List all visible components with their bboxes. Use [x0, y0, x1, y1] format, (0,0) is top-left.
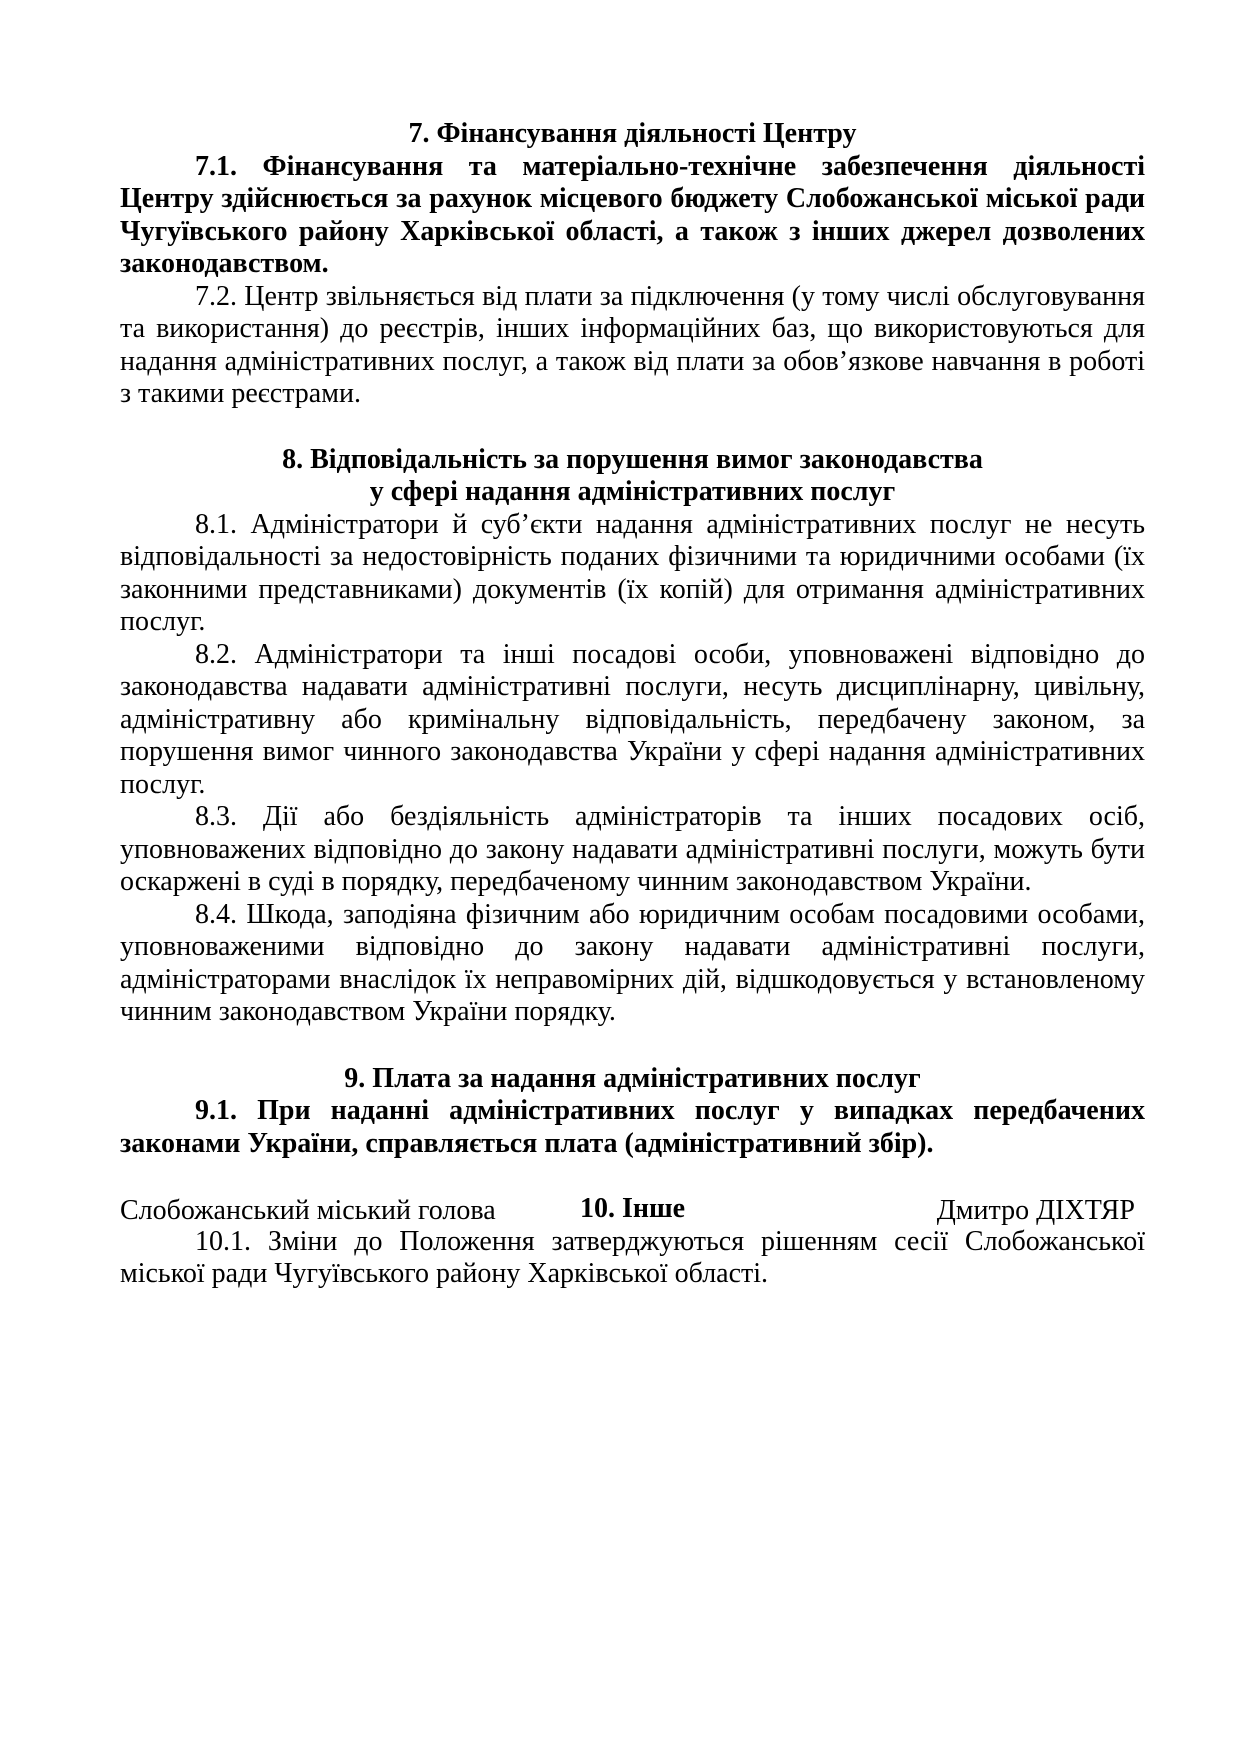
paragraph-8-1: 8.1. Адміністратори й суб’єкти надання адміністративних послуг не несуть відповідальності за недостовірність поданих фізичними та юридичними особами (їх законними представниками) документів (їх копій) для отримання адміністративних послуг. [120, 508, 1145, 637]
section-8 [120, 444, 1145, 1029]
section-7 [120, 118, 1145, 411]
paragraph-10-1: 10.1. Зміни до Положення затверджуються рішенням сесії Слобожанської міської ради Чугуївського району Харківської області. [120, 1225, 1145, 1289]
paragraph-7-1: 7.1. Фінансування та матеріально-технічне забезпечення діяльності Центру здійснюється за рахунок місцевого бюджету Слобожанської міської ради Чугуївського району Харківської області, а також з інших джерел дозволених законодавством. [120, 150, 1145, 279]
section-heading: 7. Фінансування діяльності Центру [408, 118, 857, 149]
section-heading: 10. Інше [579, 1193, 686, 1224]
section-heading-line-2: у сфері надання адміністративних послуг [369, 476, 896, 507]
paragraph-9-1: 9.1. При наданні адміністративних послуг у випадках передбачених законами України, справляється плата (адміністративний збір). [120, 1095, 1145, 1159]
paragraph-8-4: 8.4. Шкода, заподіяна фізичним або юридичним особам посадовими особами, уповноваженими відповідно до закону надавати адміністративні послуги, адміністраторами внаслідок їх неправомірних дій, відшкодовується у встановленому чинним законодавством України порядку. [120, 898, 1145, 1027]
section-spacer [120, 1160, 1145, 1193]
section-9 [120, 1063, 1145, 1161]
paragraph-8-3: 8.3. Дії або бездіяльність адміністраторів та інших посадових осіб, уповноважених відповідно до закону надавати адміністративні послуги, можуть бути оскаржені в суді в порядку, передбаченому чинним законодавством України. [120, 801, 1145, 897]
signature-block [120, 1195, 1135, 1228]
section-heading: 8. Відповідальність за порушення вимог законодавства [282, 443, 983, 475]
section-spacer [120, 1029, 1145, 1063]
document-body [120, 118, 1145, 1291]
signatory-position: Слобожанський міський голова [120, 1195, 496, 1226]
paragraph-8-2: 8.2. Адміністратори та інші посадові особи, уповноважені відповідно до законодавства надавати адміністративні послуги, несуть дисциплінарну, цивільну, адміністративну або кримінальну відповідальність, передбачену законом, за порушення вимог чинного законодавства України у сфері надання адміністративних послуг. [120, 638, 1145, 800]
section-heading: 9. Плата за надання адміністративних послуг [344, 1062, 921, 1094]
paragraph-7-2: 7.2. Центр звільняється від плати за підключення (у тому числі обслуговування та використання) до реєстрів, інших інформаційних баз, що використовуються для надання адміністративних послуг, а також від плати за обов’язкове навчання в роботі з такими реєстрами. [120, 280, 1145, 409]
signatory-name: Дмитро ДІХТЯР [936, 1195, 1135, 1226]
section-spacer [120, 411, 1145, 444]
